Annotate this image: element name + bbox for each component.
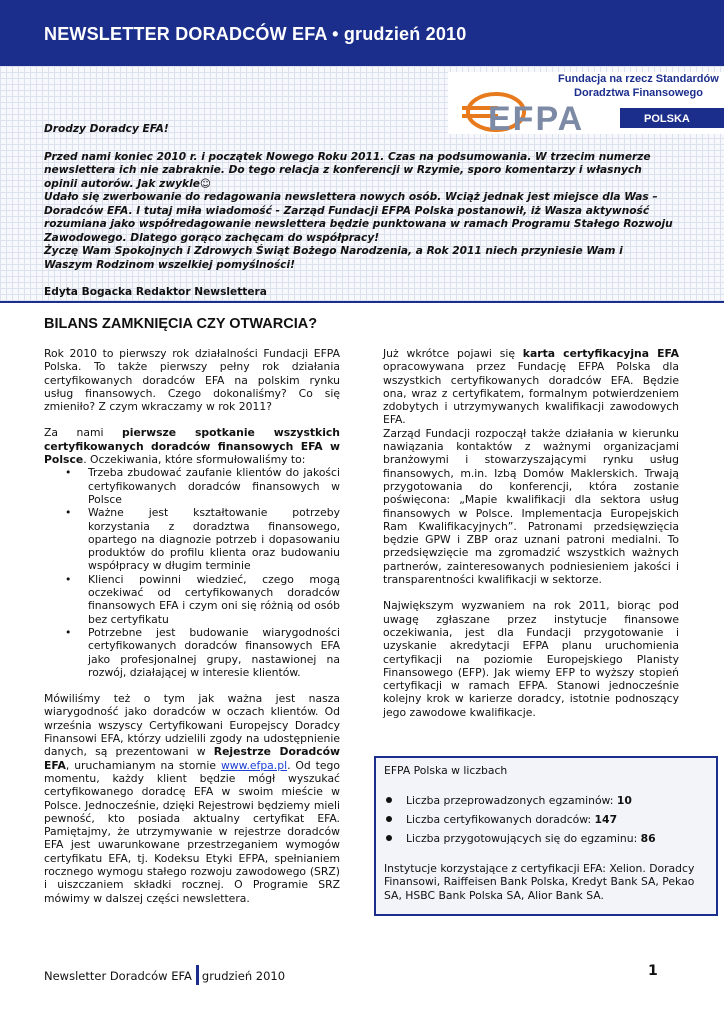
logo-line1: Fundacja na rzecz Standardów <box>558 73 719 85</box>
article-right-column <box>383 347 679 719</box>
left-p2-text-end: . Oczekiwania, które sformułowaliśmy to: <box>83 453 306 467</box>
logo-brand: EFPA <box>488 100 585 134</box>
stats-box-title: EFPA Polska w liczbach <box>384 764 508 777</box>
stat-label: Liczba przygotowujących się do egzaminu: <box>406 832 641 845</box>
header-bar <box>0 0 724 66</box>
stat-value: 147 <box>594 813 618 826</box>
list-item: • Potrzebne jest budowanie wiarygodności certyfikowanych doradców finansowych EFA jako profesjonalnej grupy, nastawionej na rozwój, działającej w interesie klientów. <box>88 626 340 679</box>
left-p3-text-mid: , uruchamianym na stornie <box>65 758 221 772</box>
list-item: • Ważne jest kształtowanie potrzeby korzystania z doradztwa finansowego, opartego na diagnozie potrzeb i dopasowaniu produktów do profilu klienta oraz budowaniu współpracy w długim terminie <box>88 506 340 572</box>
right-p1-text-end: opracowywana przez Fundację EFPA Polska dla wszystkich certyfikowanych doradców EFA. Będzie ona, wraz z certyfikatem, formalnym potwierdzeniem zdobytych i utrzymywanych kwalifikacji zawodowych EFA. <box>383 360 679 427</box>
newsletter-title: NEWSLETTER DORADCÓW EFA • grudzień 2010 <box>44 24 467 44</box>
footer <box>44 965 285 985</box>
right-p1-text: Już wkrótce pojawi się <box>383 347 523 360</box>
footer-separator <box>196 965 199 985</box>
list-item: • Trzeba zbudować zaufanie klientów do jakości certyfikowanych doradców finansowych w Polsce <box>88 466 340 506</box>
left-paragraph-3 <box>44 692 340 905</box>
right-paragraph-2: Zarząd Fundacji rozpoczął także działania w kierunku nawiązania kontaktów z ważnymi organizacjami branżowymi i stowarzyszającymi rynku usług finansowych, m.in. Izbą Domów Maklerskich. Trwają przygotowania do konferencji, która zostanie poświęcona: „Mapie kwalifikacji dla sektora usług finansowych w Polsce. Implementacja Europejskich Ram Kwalifikacyjnych”. Patronami przedsięwzięcia będzie GPW i ZBP oraz uznani patroni medialni. To przedsięwzięcie ma zgromadzić wszystkich ważnych partnerów, zainteresowanych podniesieniem jakości i transparentności kwalifikacji w sektorze. <box>383 426 679 587</box>
stat-item <box>384 813 704 832</box>
logo-line2: Doradztwa Finansowego <box>574 87 703 99</box>
intro-signature: Edyta Bogacka Redaktor Newslettera <box>44 286 267 298</box>
intro-paragraph-3: Życzę Wam Spokojnych i Zdrowych Świąt Bożego Narodzenia, a Rok 2011 niech przyniesie Wam i Waszym Rodzinom wszelkiej pomyślności! <box>44 245 623 271</box>
right-p1-bold: karta certyfikacyjna EFA <box>522 347 679 360</box>
stat-item <box>384 794 704 813</box>
left-paragraph-2 <box>44 426 340 466</box>
footer-date: grudzień 2010 <box>201 969 286 983</box>
intro-paragraph-2: Udało się zwerbowanie do redagowania newslettera nowych osób. Wciąż jednak jest miejsce dla Was – Doradców EFA. I tutaj miła wiadomość - Zarząd Fundacji EFPA Polska postanowił, iż Wasza aktywność rozumiana jako współredagowanie newslettera będzie punktowana w ramach Programu Stałego Rozwoju Zawodowego. Dlatego gorąco zachęcam do współpracy! <box>44 191 673 244</box>
right-paragraph-1 <box>383 347 679 427</box>
stat-value: 10 <box>616 794 632 807</box>
logo-country: POLSKA <box>644 113 690 125</box>
left-paragraph-1: Rok 2010 to pierwszy rok działalności Fundacji EFPA Polska. To także pierwszy pełny rok działania certyfikowanych doradców EFA na polskim rynku usług finansowych. Czego dokonaliśmy? Co się zmieniło? Z czym wkraczamy w rok 2011? <box>44 347 340 414</box>
stat-label: Liczba certyfikowanych doradców: <box>406 813 595 826</box>
footer-newsletter-name: Newsletter Doradców EFA <box>44 969 192 983</box>
left-p2-bold: pierwsze spotkanie wszystkich certyfikowanych doradców finansowych EFA w Polsce <box>44 426 340 467</box>
stat-item <box>384 832 704 851</box>
list-item: • Klienci powinni wiedzieć, czego mogą oczekiwać od certyfikowanych doradców finansowych EFA i czym oni się różnią od osób bez certyfikatu <box>88 573 340 626</box>
left-p3-text: Mówiliśmy też o tym jak ważna jest nasza wiarygodność jako doradców w oczach klientów. Od września wszyscy Certyfikowani Europejscy Doradcy Finansowi EFA, którzy udzielili zgody na udostępnienie danych, są prezentowani w <box>44 692 340 759</box>
efpa-website-link[interactable]: www.efpa.pl <box>220 758 288 772</box>
right-paragraph-3: Największym wyzwaniem na rok 2011, biorąc pod uwagę zgłaszane przez instytucje finansowe oczekiwania, jest dla Fundacji przygotowanie i uzyskanie akredytacji EFPA planu uruchomienia certyfikacji na poziomie Europejskiego Planisty Finansowego (EFP). Jak wiemy EFP to wyższy stopień certyfikacji w ramach EFPA. Stanowi jednocześnie kolejny krok w karierze doradcy, istotnie podnoszący jego zawodowe kwalifikacje. <box>383 599 679 719</box>
stats-list <box>384 794 704 851</box>
intro-divider <box>0 301 724 303</box>
left-p3-text-end: . Od tego momentu, każdy klient będzie mógł wyszukać certyfikowanego doradcę EFA w swoim mieście w Polsce. Jednocześnie, dzięki Rejestrowi będziemy mieli pewność, kto posiada aktualny certyfikat EFA. Pamiętajmy, że utrzymywanie w rejestrze doradców EFA jest uwarunkowane przestrzeganiem wymogów certyfikatu EFA, tj. Kodeksu Etyki EFPA, spełnianiem rocznego wymogu stałego rozwoju zawodowego (SRZ) i uiszczaniem składki rocznej. O Programie SRZ mówimy w dalszej części newslettera. <box>44 758 340 905</box>
intro-greeting: Drodzy Doradcy EFA! <box>44 123 169 135</box>
article-title: BILANS ZAMKNIĘCIA CZY OTWARCIA? <box>44 316 318 332</box>
intro-paragraph-1: Przed nami koniec 2010 r. i początek Nowego Roku 2011. Czas na podsumowania. W trzecim numerze newslettera ich nie zabraknie. Do tego relacja z konferencji w Rzymie, sporo komentarzy i własnych opinii autorów. Jak zwykle☺ <box>44 150 651 190</box>
article-left-column <box>44 347 340 905</box>
expectations-list <box>44 466 340 679</box>
left-p3-bold: Rejestrze Doradców EFA <box>44 745 340 772</box>
stat-label: Liczba przeprowadzonych egzaminów: <box>406 794 617 807</box>
intro-letter <box>44 123 674 300</box>
stats-institutions: Instytucje korzystające z certyfikacji EFA: Xelion. Doradcy Finansowi, Raiffeisen Bank Polska, Kredyt Bank SA, Pekao SA, HSBC Bank Polska SA, Alior Bank SA. <box>384 862 695 902</box>
page-number: 1 <box>648 963 658 979</box>
stats-box <box>374 756 718 916</box>
left-p2-text: Za nami <box>44 426 123 440</box>
stat-value: 86 <box>640 832 656 845</box>
